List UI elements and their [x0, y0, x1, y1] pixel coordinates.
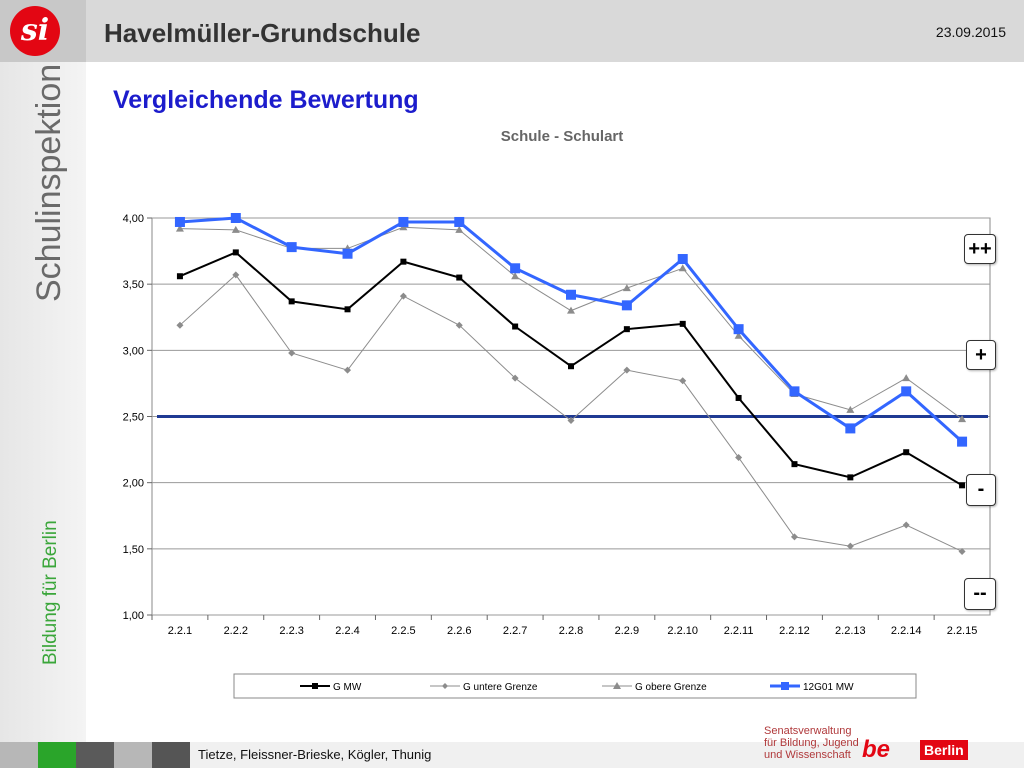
date: 23.09.2015 [935, 24, 1006, 40]
y-tick-label: 2,00 [122, 477, 144, 490]
data-point [957, 437, 967, 447]
x-tick-label: 2.2.7 [502, 625, 528, 637]
data-point [624, 326, 630, 332]
x-tick-label: 2.2.3 [279, 625, 304, 637]
data-point [177, 273, 183, 279]
x-tick-label: 2.2.12 [779, 625, 810, 637]
x-tick-label: 2.2.13 [835, 625, 866, 637]
legend-label: G MW [333, 682, 362, 693]
data-point [398, 217, 408, 227]
y-tick-label: 3,50 [122, 279, 144, 292]
data-point [680, 321, 686, 327]
legend-marker [781, 682, 789, 690]
y-tick-label: 4,00 [122, 213, 144, 225]
data-point [231, 213, 241, 223]
x-tick-label: 2.2.15 [946, 625, 978, 637]
legend-label: G untere Grenze [463, 682, 538, 693]
data-point [901, 386, 911, 396]
data-point [736, 395, 742, 401]
data-point [734, 324, 744, 334]
y-tick-label: 1,00 [122, 610, 144, 622]
data-point [789, 386, 799, 396]
rating-plus: + [966, 340, 996, 370]
y-tick-label: 3,00 [122, 345, 144, 358]
data-point [959, 482, 965, 488]
data-point [903, 449, 909, 455]
data-point [343, 249, 353, 259]
data-point [175, 217, 185, 227]
page-heading: Vergleichende Bewertung [113, 86, 419, 114]
y-tick-label: 2,50 [122, 411, 144, 424]
y-tick-label: 1,50 [122, 543, 144, 556]
x-tick-label: 2.2.6 [447, 625, 472, 637]
x-tick-label: 2.2.11 [723, 625, 754, 637]
berlin-badge: Berlin [920, 740, 968, 760]
data-point [456, 275, 462, 281]
data-point [454, 217, 464, 227]
data-point [512, 324, 518, 330]
data-point [289, 298, 295, 304]
rating-minus-minus: -- [964, 578, 996, 610]
x-tick-label: 2.2.14 [890, 625, 922, 637]
data-point [400, 259, 406, 265]
si-logo: si [10, 6, 60, 56]
sidebar-title: Schulinspektion [30, 64, 68, 303]
data-point [233, 249, 239, 255]
rating-plus-plus: ++ [964, 234, 996, 264]
x-tick-label: 2.2.2 [223, 625, 249, 637]
legend-marker [312, 683, 318, 689]
footer-authors: Tietze, Fleissner-Brieske, Kögler, Thunig [198, 747, 432, 762]
rating-minus: - [966, 474, 996, 506]
x-tick-label: 2.2.8 [558, 625, 584, 637]
data-point [568, 363, 574, 369]
school-title: Havelmüller-Grundschule [104, 18, 421, 48]
senate-text: Senatsverwaltung für Bildung, Jugend und Wissenschaft [764, 725, 859, 761]
x-tick-label: 2.2.1 [167, 625, 193, 637]
x-tick-label: 2.2.4 [335, 625, 360, 637]
x-tick-label: 2.2.5 [391, 625, 416, 637]
chart-title: Schule - Schulart [500, 128, 624, 145]
legend-label: G obere Grenze [635, 682, 707, 693]
data-point [622, 300, 632, 310]
data-point [510, 263, 520, 273]
legend-label: 12G01 MW [803, 682, 854, 693]
data-point [345, 306, 351, 312]
data-point [847, 474, 853, 480]
data-point [845, 423, 855, 433]
data-point [287, 242, 297, 252]
x-tick-label: 2.2.9 [614, 625, 640, 637]
x-tick-label: 2.2.10 [667, 625, 699, 637]
data-point [791, 461, 797, 467]
data-point [566, 290, 576, 300]
be-logo: be [862, 736, 891, 763]
data-point [678, 254, 688, 264]
sidebar-tagline: Bildung für Berlin [40, 520, 61, 665]
